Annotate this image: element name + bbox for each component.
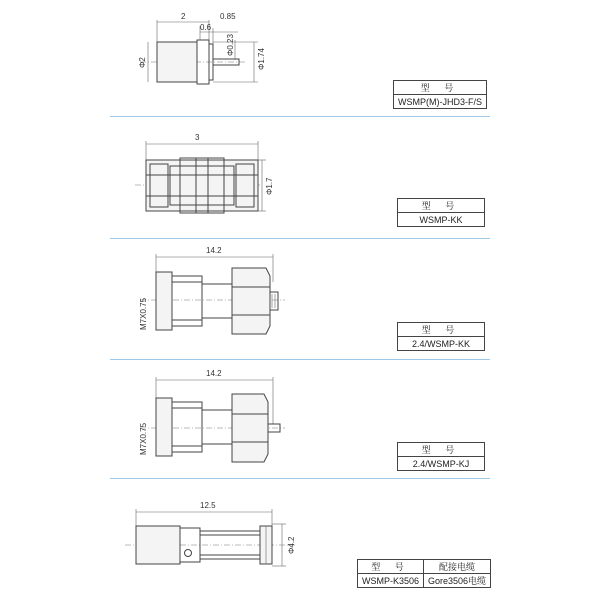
drawing-2-4-wsmp-kk	[139, 246, 285, 334]
dim-thread-m7-b: M7X0.75	[139, 422, 148, 455]
dim-0-6: 0.6	[200, 23, 212, 32]
table-header: 型 号	[398, 443, 485, 457]
drawing-wsmp-m-jhd3	[138, 12, 266, 84]
model-value: 2.4/WSMP-KK	[398, 337, 485, 351]
dim-length-14-2-b: 14.2	[206, 369, 222, 378]
dim-dia-2: Φ2	[138, 57, 147, 68]
spec-table-2-4-wsmp-kj	[397, 442, 485, 471]
dim-length-3: 3	[195, 133, 200, 142]
model-value: WSMP-KK	[398, 213, 485, 227]
drawing-2-4-wsmp-kj	[139, 369, 285, 462]
spec-table-wsmp-k3506	[357, 559, 491, 588]
dim-length-12-5: 12.5	[200, 501, 216, 510]
dim-thread-m7-a: M7X0.75	[139, 297, 148, 330]
dim-length-2: 2	[181, 12, 186, 21]
spec-table-wsmp-kk	[397, 198, 485, 227]
table-header-cable: 配接电缆	[424, 560, 491, 574]
drawing-wsmp-kk	[135, 133, 274, 213]
table-header: 型 号	[394, 81, 487, 95]
table-header-model: 型 号	[358, 560, 424, 574]
model-value: WSMP(M)-JHD3-F/S	[394, 95, 487, 109]
spec-table-2-4-wsmp-kk	[397, 322, 485, 351]
dim-dia-4-2: Φ4.2	[287, 536, 296, 554]
spec-table-wsmp-m-jhd3	[393, 80, 487, 109]
model-value: WSMP-K3506	[358, 574, 424, 588]
dim-0-85: 0.85	[220, 12, 236, 21]
drawing-wsmp-k3506	[125, 501, 296, 566]
table-header: 型 号	[398, 323, 485, 337]
model-value: 2.4/WSMP-KJ	[398, 457, 485, 471]
dim-length-14-2-a: 14.2	[206, 246, 222, 255]
dim-dia-1-7: Φ1.7	[265, 177, 274, 195]
dim-dia-1-74: Φ1.74	[257, 48, 266, 70]
dim-dia-0-23: Φ0.23	[226, 34, 235, 56]
table-header: 型 号	[398, 199, 485, 213]
cable-value: Gore3506电缆	[424, 574, 491, 588]
